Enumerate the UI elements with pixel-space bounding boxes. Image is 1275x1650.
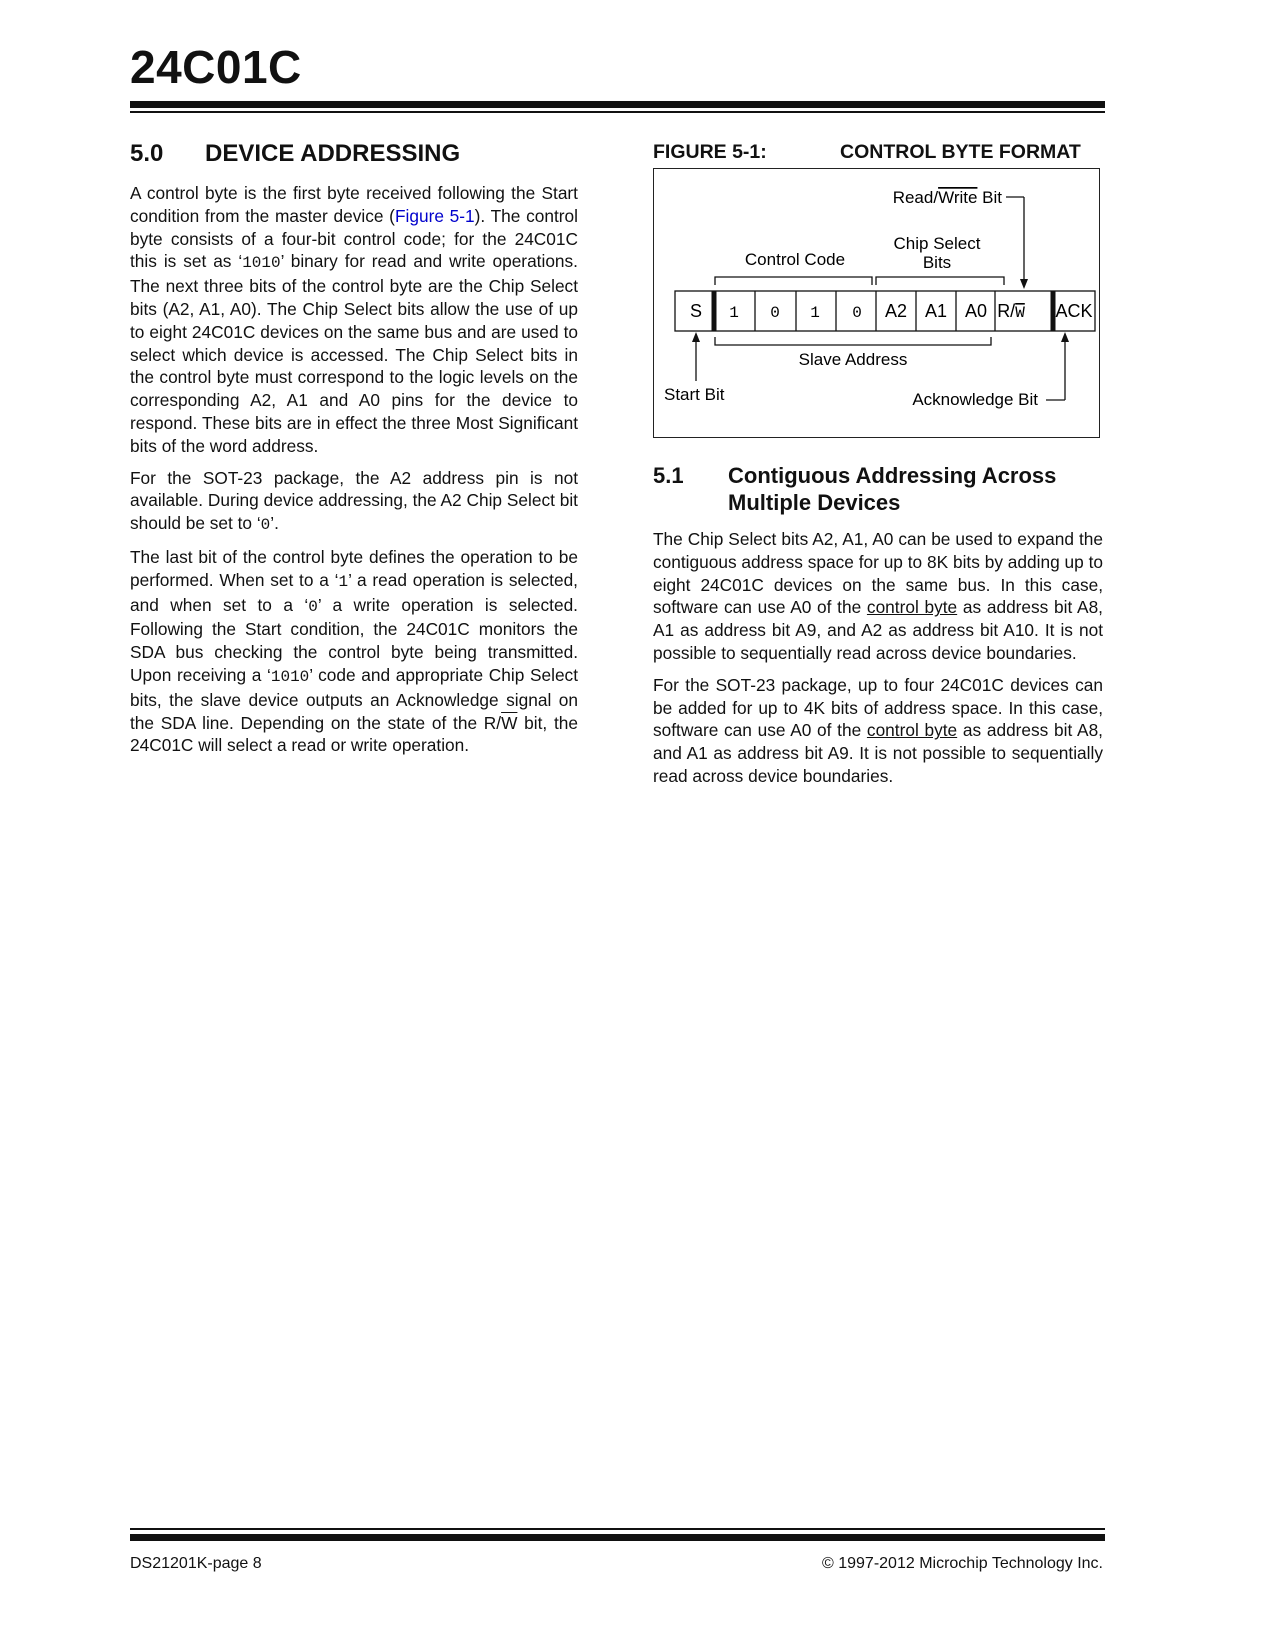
code-value: 1010 xyxy=(242,254,281,273)
chip-select-label: Chip Select xyxy=(893,234,981,253)
paragraph-sot23-contiguous xyxy=(653,674,1103,788)
figure-5-1-link[interactable]: Figure 5-1 xyxy=(394,205,475,226)
start-bit-label: Start Bit xyxy=(664,385,725,404)
footer-rule-thick xyxy=(130,1534,1105,1541)
underlined-term: control byte xyxy=(866,597,958,618)
paragraph-sot23 xyxy=(130,467,578,537)
section-title-line: Contiguous Addressing Across xyxy=(728,463,1057,488)
code-value: 0 xyxy=(260,516,271,535)
text-run: A control byte is the first byte received following the Start condition from the master device ( xyxy=(130,183,578,226)
section-5-1-heading xyxy=(653,462,1103,516)
text-run: For the SOT-23 package, up to four 24C01C devices can be added for up to 4K bits of address space. In this case, software can use A0 of the xyxy=(653,674,1103,741)
text-run: ’. xyxy=(270,513,279,534)
left-column xyxy=(130,140,578,766)
code-value: 0 xyxy=(308,597,318,616)
read-write-arrowhead xyxy=(1020,279,1028,289)
chip-select-label-line2: Bits xyxy=(922,253,952,272)
page-header-title: 24C01C xyxy=(130,41,302,93)
ack-bit-arrowhead xyxy=(1061,332,1069,342)
header-rule-thick xyxy=(130,101,1105,108)
cell-start: S xyxy=(689,301,703,321)
paragraph-contiguous xyxy=(653,528,1103,665)
cell-bit-1: 1 xyxy=(810,304,820,322)
cell-bit-0: 0 xyxy=(770,304,780,322)
code-value: 1010 xyxy=(270,667,310,686)
cell-a0: A0 xyxy=(964,301,988,321)
cell-bit-1: 1 xyxy=(729,304,739,322)
figure-caption xyxy=(653,140,1103,164)
cell-a2: A2 xyxy=(884,301,908,321)
cell-a1: A1 xyxy=(924,301,948,321)
cell-read-write: R/W xyxy=(997,301,1025,322)
text-run: ’ binary for read and write operations. The next three bits of the control byte are the Chip Select bits (A2, A1, A0). The Chip Select bits allow the use of up to eight 24C01C devices on the same bus and are used to select which device is accessed. The Chip Select bits in the control byte must correspond to the logic levels on the corresponding A2, A1 and A0 pins for the device to respond. These bits are in effect the three Most Significant bits of the word address. xyxy=(130,251,578,456)
section-title: DEVICE ADDRESSING xyxy=(205,140,461,167)
footer-copyright: © 1997-2012 Microchip Technology Inc. xyxy=(822,1555,1103,1572)
text-run: as address bit A8, A1 as address bit A9, and A2 as address bit A10. It is not possible to sequentially read across device boundaries. xyxy=(653,597,1103,663)
underlined-term: control byte xyxy=(866,720,958,741)
overlined-w: $\overline{W}$ xyxy=(501,712,518,733)
section-number: 5.0 xyxy=(130,140,164,167)
text-run: ). The control byte consists of a four-bit control code; for the 24C01C this is set as ‘ xyxy=(130,205,579,272)
slave-address-label: Slave Address xyxy=(798,350,908,369)
section-5-0-heading xyxy=(130,140,578,168)
paragraph-last-bit xyxy=(130,546,578,757)
text-run: bit, the 24C01C will select a read or write operation. xyxy=(130,712,578,756)
text-run: ’ a write operation is selected. Following the Start condition, the 24C01C monitors the SDA bus checking the control byte being transmitted. Upon receiving a ‘ xyxy=(130,594,578,685)
text-run: For the SOT-23 package, the A2 address pin is not available. During device addressing, the A2 Chip Select bit should be set to ‘ xyxy=(130,467,578,534)
text-run: as address bit A8, and A1 as address bit A9. It is not possible to sequentially read across device boundaries. xyxy=(653,720,1103,786)
section-number: 5.1 xyxy=(653,463,684,488)
control-byte-figure xyxy=(653,168,1100,438)
right-column xyxy=(653,140,1103,797)
control-byte-diagram xyxy=(654,169,1099,437)
text-run: ’ a read operation is selected, and when set to a ‘ xyxy=(130,569,578,615)
footer-page-id: DS21201K-page 8 xyxy=(130,1555,262,1572)
section-title-line: Multiple Devices xyxy=(728,490,901,515)
control-code-label: Control Code xyxy=(744,250,846,269)
start-bit-arrowhead xyxy=(692,332,700,342)
text-run: ’ code and appropriate Chip Select bits, the slave device outputs an Acknowledge signal on the SDA line. Depending on the state of the R/ xyxy=(130,664,578,733)
slave-address-bracket xyxy=(715,337,991,345)
acknowledge-bit-label: Acknowledge Bit xyxy=(912,390,1038,409)
text-run: The last bit of the control byte defines the operation to be performed. When set to a ‘ xyxy=(130,546,578,590)
footer-rule-thin xyxy=(130,1528,1105,1530)
code-value: 1 xyxy=(338,572,349,591)
figure-number: FIGURE 5-1: xyxy=(653,141,767,163)
figure-title: CONTROL BYTE FORMAT xyxy=(840,141,1081,163)
control-code-bracket xyxy=(715,277,872,285)
cell-ack: ACK xyxy=(1055,301,1093,321)
header-rule-thin xyxy=(130,111,1105,113)
chip-select-bracket xyxy=(876,277,1004,285)
paragraph-control-byte xyxy=(130,182,578,458)
section-title xyxy=(728,462,1056,516)
cell-bit-0: 0 xyxy=(852,304,862,322)
text-run: The Chip Select bits A2, A1, A0 can be used to expand the contiguous address space for up to 8K bits by adding up to eight 24C01C devices on the same bus. In this case, software can use A0 of the xyxy=(653,529,1103,618)
read-write-label: Read/Write Bit xyxy=(892,188,1002,207)
